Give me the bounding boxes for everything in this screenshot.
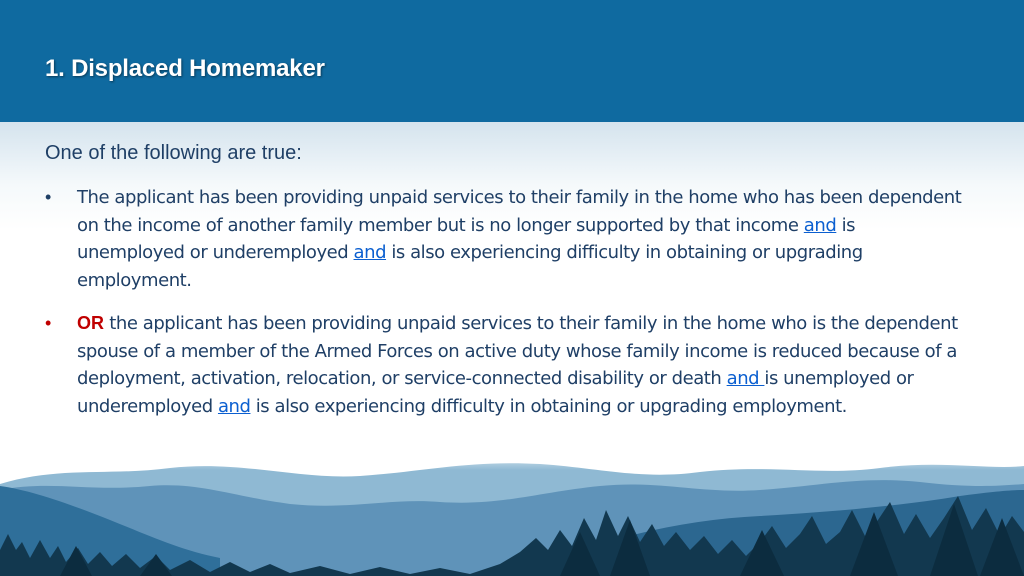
slide-title: 1. Displaced Homemaker bbox=[45, 55, 325, 82]
bullet-2-text-1: the applicant has been providing unpaid services to their family in the home who is the dependent spouse of a member of the Armed Forces on active duty whose family income is reduced because of a deployment, activation, relocation, or service-connected disability or death bbox=[77, 313, 958, 389]
bullet-item-1 bbox=[45, 184, 965, 294]
title-bar bbox=[0, 0, 1024, 122]
bullet-1-text-1: The applicant has been providing unpaid services to their family in the home who has been dependent on the income of another family member but is no longer supported by that income bbox=[77, 187, 962, 236]
bullet-1-text-3: is also experiencing difficulty in obtaining or upgrading employment. bbox=[77, 242, 863, 291]
bullet-2-link-and-1[interactable]: and bbox=[726, 368, 765, 389]
bullet-1-link-and-2[interactable]: and bbox=[353, 242, 387, 263]
bullet-2-text-3: is also experiencing difficulty in obtaining or upgrading employment. bbox=[250, 395, 847, 417]
bullet-2-or-emphasis: OR bbox=[77, 313, 104, 333]
mountain-forest-landscape bbox=[0, 446, 1024, 576]
bullet-1-link-and-1[interactable]: and bbox=[803, 214, 837, 236]
bullet-1-text-2: is unemployed or underemployed bbox=[77, 214, 856, 263]
bullet-marker: • bbox=[45, 313, 51, 333]
bullet-2-link-and-2[interactable]: and bbox=[217, 395, 251, 417]
intro-text: One of the following are true: bbox=[45, 142, 302, 164]
bullet-2-text-2: is unemployed or underemployed bbox=[77, 368, 914, 417]
bullet-item-2 bbox=[45, 310, 965, 420]
bullet-list-2 bbox=[45, 310, 965, 420]
bullet-marker: • bbox=[45, 187, 51, 207]
bullet-list bbox=[45, 184, 965, 294]
